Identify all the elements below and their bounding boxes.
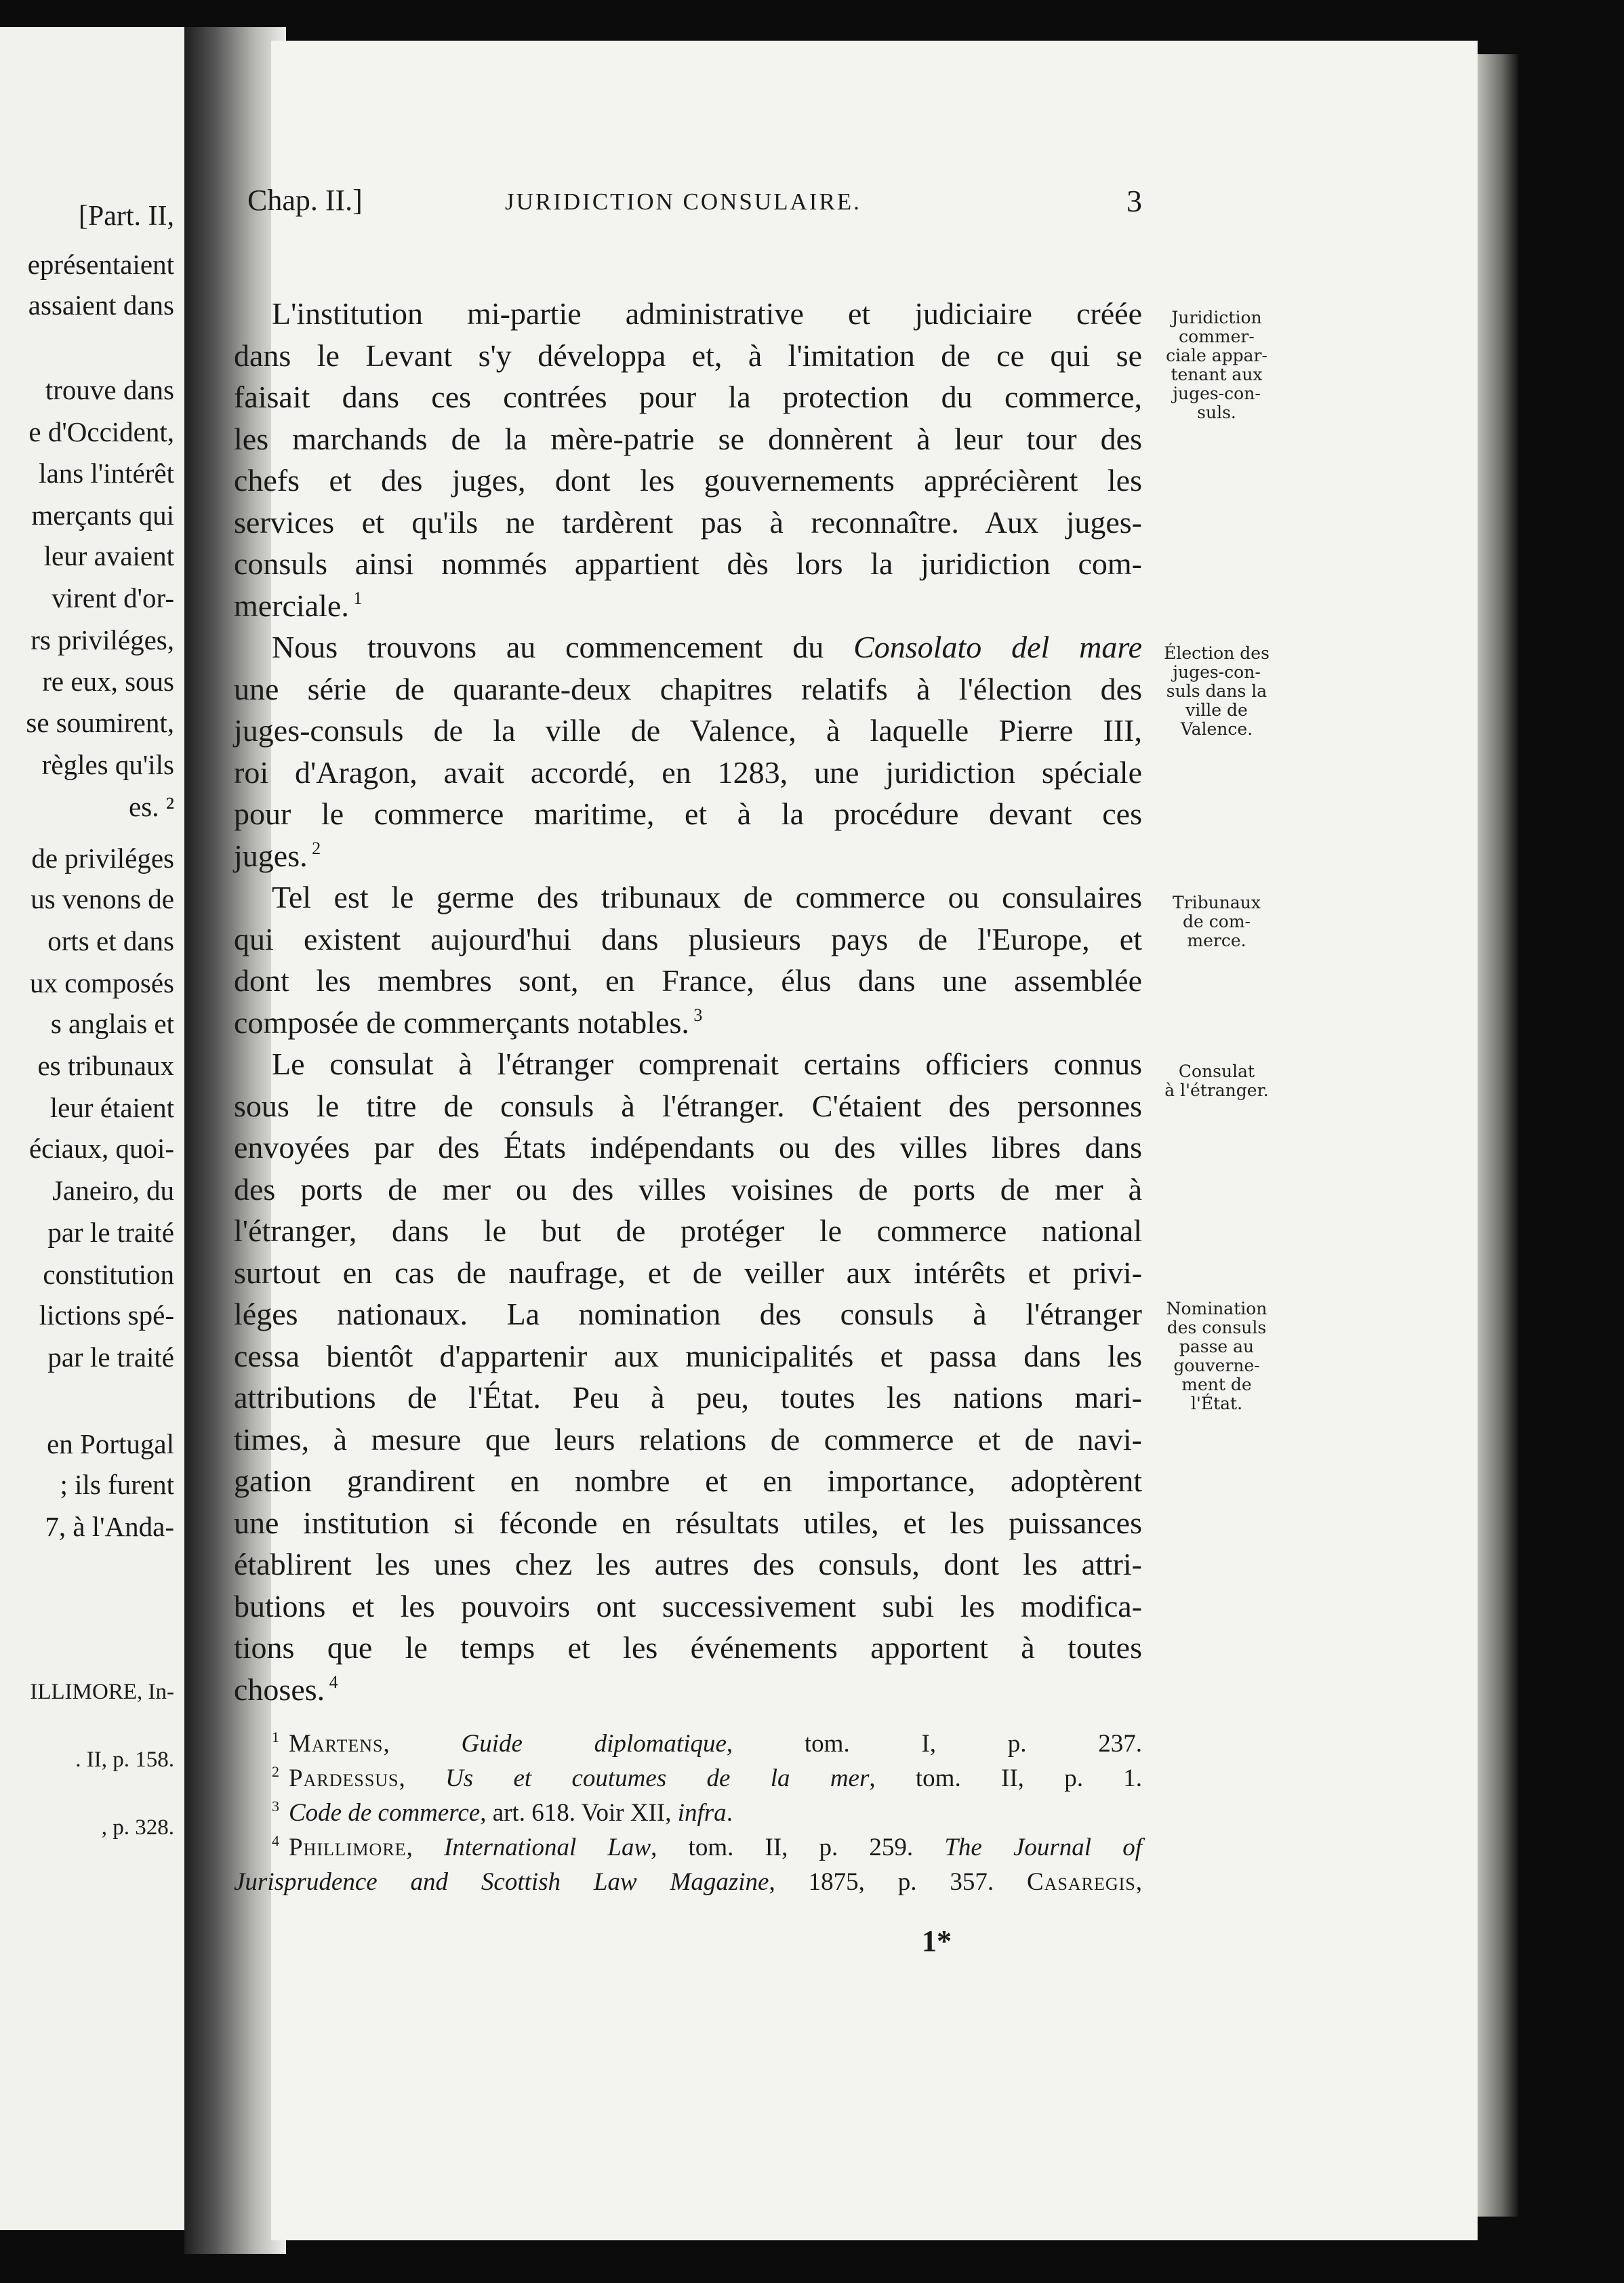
previous-page-line: s anglais et (50, 1008, 174, 1039)
previous-page-line: éciaux, quoi- (28, 1133, 174, 1164)
running-head (247, 183, 1142, 224)
previous-page-line: Janeiro, du (52, 1175, 174, 1206)
previous-page-fragment (0, 27, 188, 2230)
previous-page-line: es. ² (129, 791, 174, 822)
text-line: composée de commerçants notables. $^3$ (234, 1005, 703, 1040)
previous-page-line: ux composés (30, 967, 174, 998)
previous-page-line: lictions spé- (39, 1299, 174, 1331)
previous-page-line: assaient dans (28, 289, 174, 321)
footnote-line: $^2$ Pardessus, Us et coutumes de la mer, tom. II, p. 1. (272, 1763, 1142, 1792)
previous-page-line: orts et dans (47, 925, 174, 956)
footnote-line: Jurisprudence and Scottish Law Magazine, 1875, p. 357. Casaregis, (234, 1868, 1142, 1896)
margin-note-election: Élection des juges-con- suls dans la ville de Valence. (1164, 643, 1270, 739)
text-line: dont les membres sont, en France, élus dans une assemblée (234, 963, 1142, 998)
footnote-reference: 2 (307, 838, 321, 858)
text-line: roi d'Aragon, avait accordé, en 1283, une juridiction spéciale (234, 754, 1142, 790)
text-line: sous le titre de consuls à l'étranger. C'étaient des personnes (234, 1088, 1142, 1123)
margin-note-tribunaux: Tribunaux de com- merce. (1173, 893, 1261, 950)
text-line: butions et les pouvoirs ont successivement subi les modifica- (234, 1588, 1142, 1623)
footnotes (234, 1726, 1142, 1899)
text-line: des ports de mer ou des villes voisines de ports de mer à (234, 1171, 1142, 1207)
text-line: faisait dans ces contrées pour la protection du commerce, (234, 380, 1142, 414)
margin-note-consulat: Consulat à l'étranger. (1164, 1062, 1269, 1100)
text-line: L'institution mi-partie administrative et judiciaire créée (272, 296, 1142, 331)
page-number: 3 (1126, 184, 1142, 218)
text-line: une série de quarante-deux chapitres relatifs à l'élection des (234, 671, 1142, 706)
footnote-reference: 1 (348, 588, 363, 608)
text-line: cessa bientôt d'appartenir aux municipalités et passa dans les (234, 1338, 1142, 1373)
previous-page-line: leur avaient (43, 540, 174, 571)
margin-note-nomination: Nomination des consuls passe au gouverne- ment de l'État. (1166, 1299, 1267, 1413)
text-line: attributions de l'État. Peu à peu, toutes les nations mari- (234, 1380, 1142, 1415)
text-line: services et qu'ils ne tardèrent pas à reconnaître. Aux juges- (234, 504, 1142, 540)
text-line: les marchands de la mère-patrie se donnèrent à leur tour des (234, 421, 1142, 456)
text-line: surtout en cas de naufrage, et de veiller aux intérêts et privi- (234, 1255, 1142, 1290)
previous-page-line: se soumirent, (26, 707, 174, 738)
text-line: envoyées par des États indépendants ou des villes libres dans (234, 1130, 1142, 1165)
footnote-line: $^4$ Phillimore, International Law, tom. II, p. 259. The Journal of (272, 1832, 1143, 1861)
text-line: Nous trouvons au commencement du Consolato del mare (272, 630, 1143, 664)
running-title: JURIDICTION CONSULAIRE. (505, 188, 861, 215)
text-line: juges. $^2$ (234, 838, 321, 873)
text-line: gation grandirent en nombre et en importance, adoptèrent (234, 1463, 1142, 1498)
previous-page-footnote: ILLIMORE, In- (30, 1680, 174, 1704)
text-line: Tel est le germe des tribunaux de commerce ou consulaires (272, 880, 1142, 914)
previous-page-line: par le traité (47, 1217, 174, 1248)
footnote-line: $^3$ Code de commerce, art. 618. Voir XII, infra. (272, 1798, 733, 1827)
previous-page-line: es tribunaux (37, 1050, 174, 1081)
previous-page-line: de priviléges (31, 843, 174, 874)
text-line: léges nationaux. La nomination des consuls à l'étranger (234, 1297, 1142, 1331)
text-line: merciale. $^1$ (234, 588, 363, 623)
text-line: tions que le temps et les événements apportent à toutes (234, 1630, 1142, 1665)
text-line: consuls ainsi nommés appartient dès lors la juridiction com- (234, 546, 1142, 581)
text-line: chefs et des juges, dont les gouvernements apprécièrent les (234, 463, 1142, 498)
text-line: pour le commerce maritime, et à la procédure devant ces (234, 796, 1142, 831)
page-edge-shadow (1478, 54, 1518, 2217)
previous-page-line: 7, à l'Anda- (45, 1511, 174, 1542)
text-line: dans le Levant s'y développa et, à l'imitation de ce qui se (234, 338, 1142, 373)
text-line: juges-consuls de la ville de Valence, à laquelle Pierre III, (234, 713, 1142, 748)
previous-page-footnote: . II, p. 158. (75, 1747, 174, 1772)
previous-page-line: ; ils furent (60, 1469, 174, 1500)
previous-page-line: règles qu'ils (41, 749, 174, 780)
previous-page-line: e d'Occident, (28, 416, 174, 447)
body-text (234, 293, 1142, 1710)
previous-page-line: virent d'or- (52, 582, 174, 613)
footnote-reference: 3 (689, 1005, 703, 1025)
text-line: choses. $^4$ (234, 1672, 338, 1707)
footnote-reference: 4 (325, 1672, 338, 1692)
signature-mark: 1* (922, 1924, 952, 1958)
margin-note-juridiction: Juridiction commer- ciale appar- tenant aux juges-con- suls. (1166, 308, 1267, 422)
text-line: qui existent aujourd'hui dans plusieurs pays de l'Europe, et (234, 921, 1142, 956)
previous-page-line: par le traité (47, 1341, 174, 1373)
text-line: une institution si féconde en résultats utiles, et les puissances (234, 1505, 1142, 1540)
previous-page-line: en Portugal (47, 1428, 174, 1459)
footnote-line: $^1$ Martens, Guide diplomatique, tom. I, p. 237. (272, 1729, 1143, 1758)
previous-page-line: us venons de (31, 883, 174, 914)
text-line: Le consulat à l'étranger comprenait certains officiers connus (272, 1047, 1142, 1081)
text-line: établirent les unes chez les autres des consuls, dont les attri- (234, 1547, 1142, 1581)
previous-page-footnote: , p. 328. (101, 1815, 174, 1840)
previous-page-header: [Part. II, (78, 201, 174, 232)
previous-page-line: trouve dans (45, 374, 174, 405)
previous-page-line: leur étaient (49, 1092, 174, 1123)
text-line: l'étranger, dans le but de protéger le commerce national (234, 1213, 1142, 1248)
previous-page-line: rs priviléges, (31, 624, 174, 655)
chapter-label: Chap. II.] (247, 184, 363, 217)
previous-page-line: merçants qui (31, 500, 174, 531)
previous-page-line: re eux, sous (42, 666, 174, 697)
previous-page-line: constitution (43, 1259, 174, 1290)
previous-page-line: lans l'intérêt (39, 458, 174, 489)
previous-page-line: eprésentaient (27, 249, 174, 280)
text-line: times, à mesure que leurs relations de commerce et de navi- (234, 1421, 1142, 1457)
